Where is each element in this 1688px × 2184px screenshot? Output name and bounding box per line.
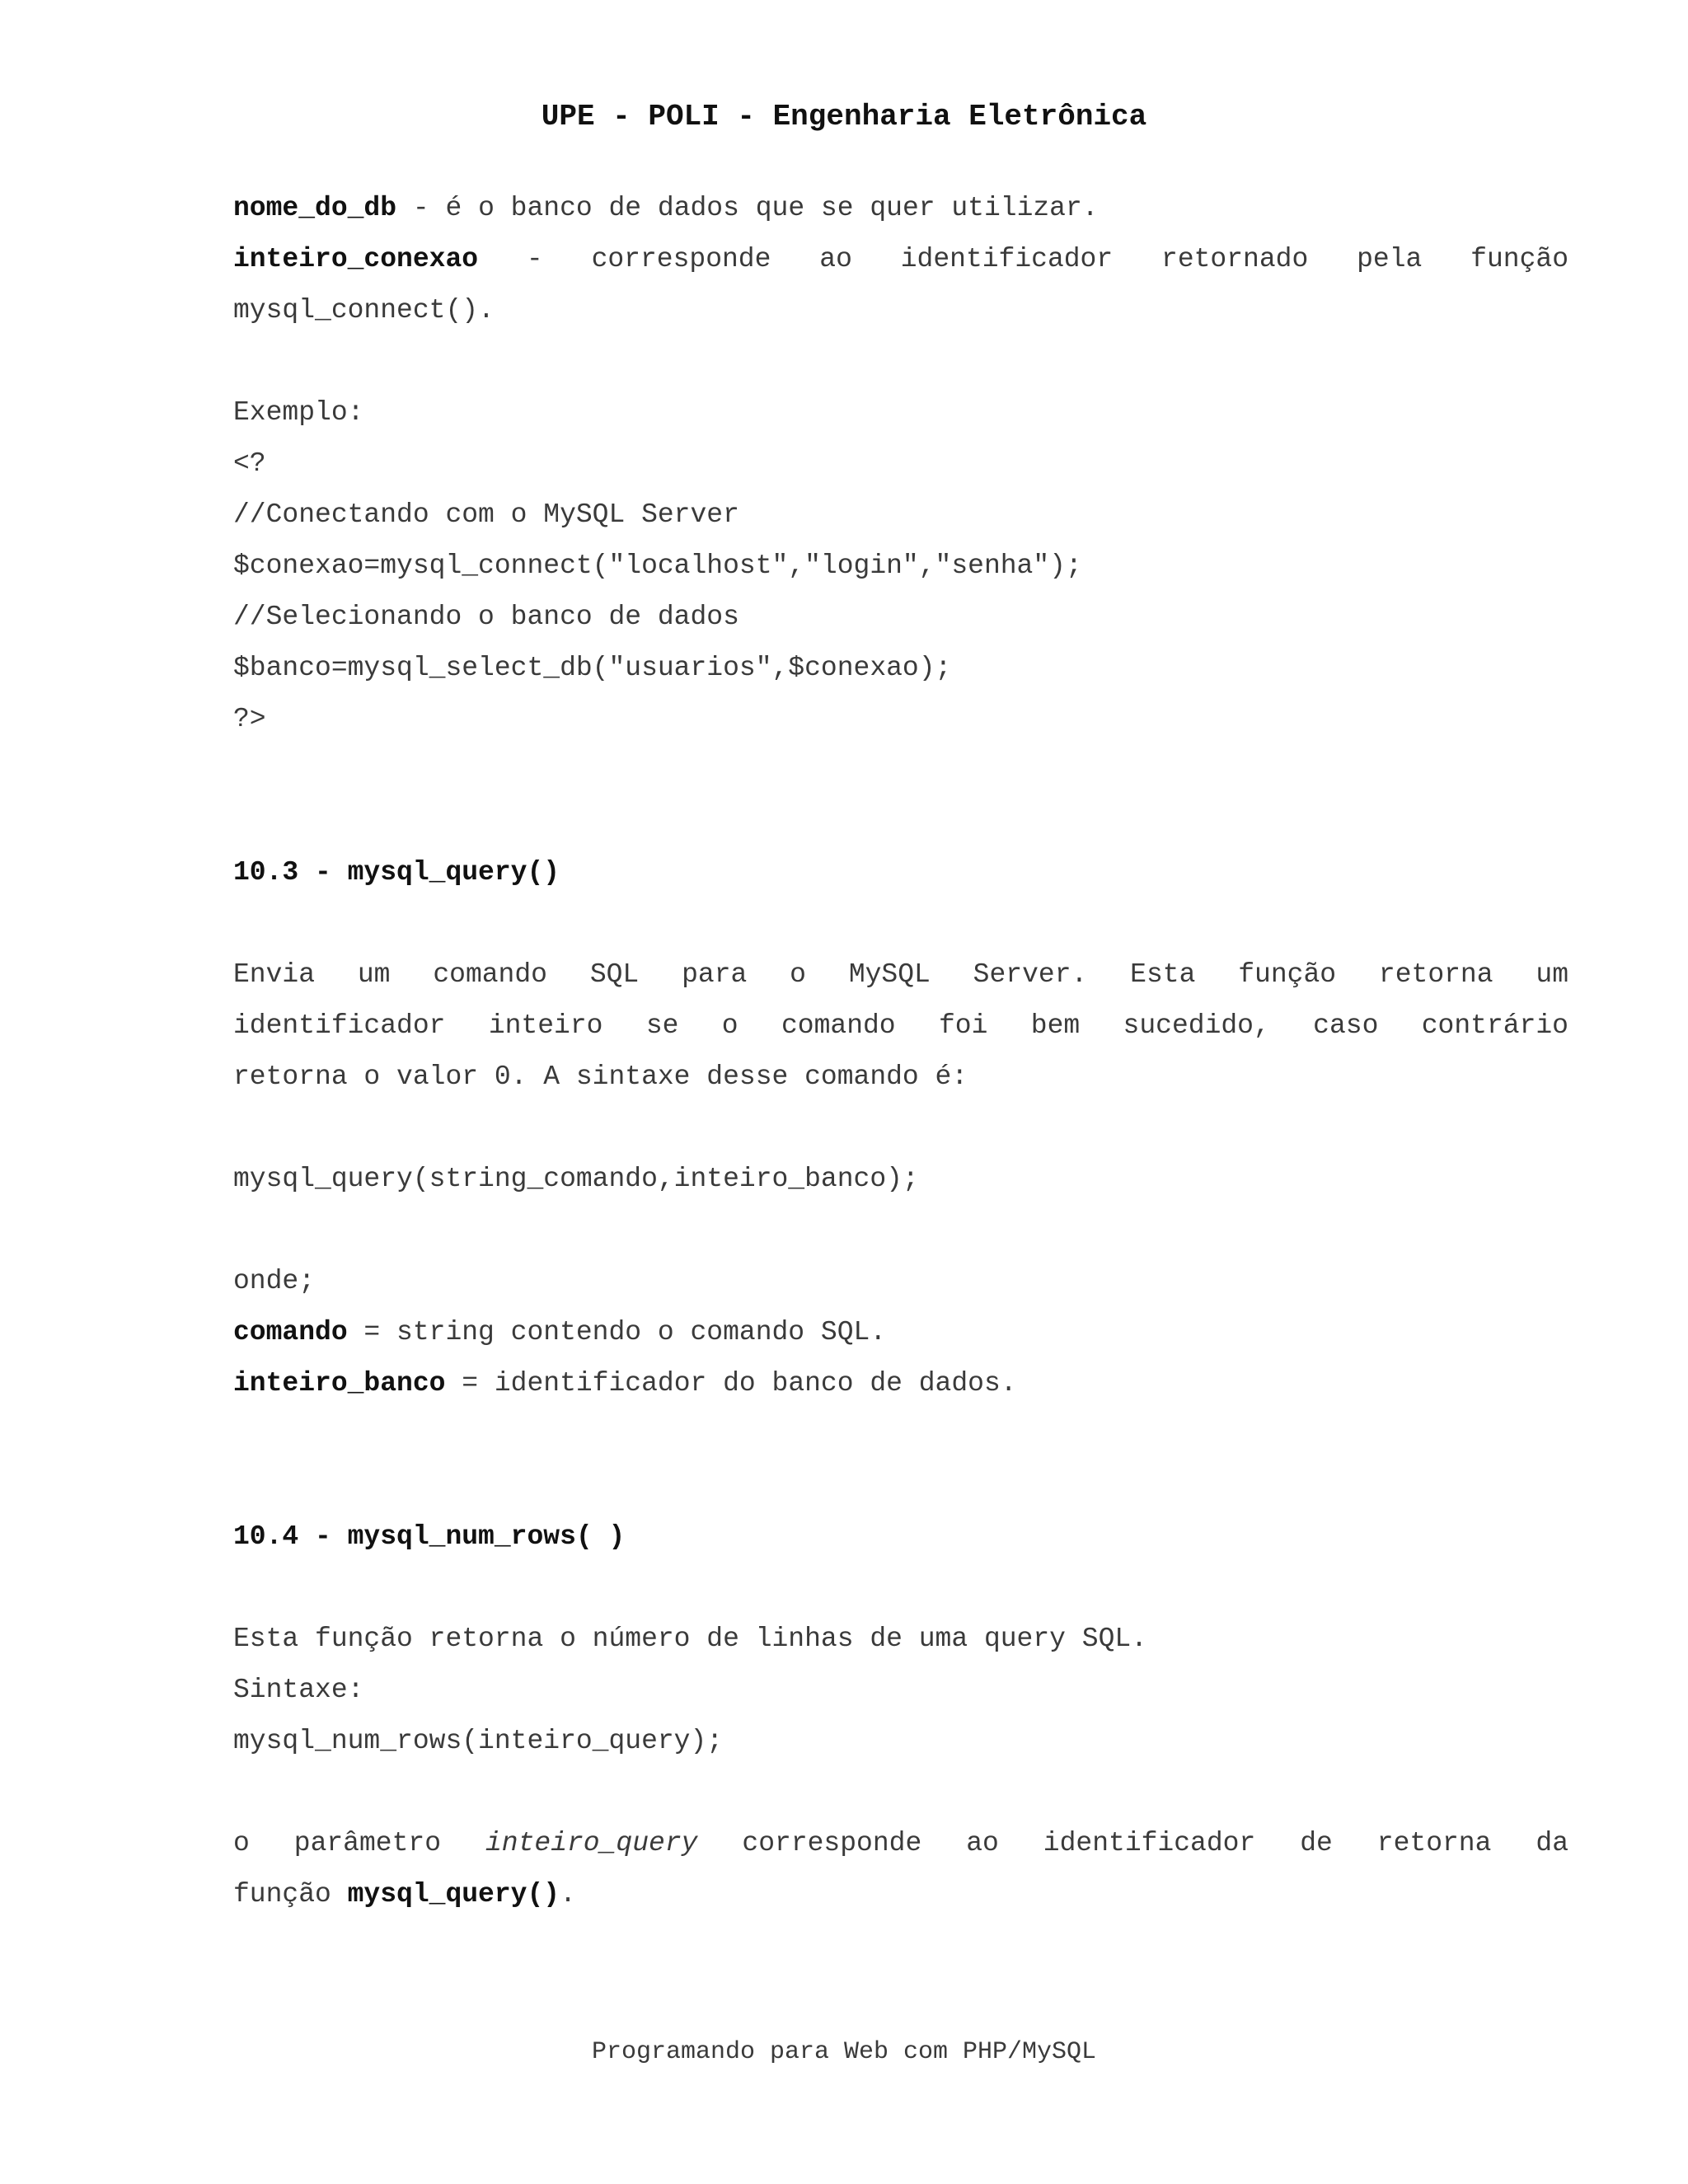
- section-heading-10-4: 10.4 - mysql_num_rows( ): [233, 1521, 626, 1552]
- param-prefix: função: [233, 1879, 348, 1910]
- param-prefix: o parâmetro: [233, 1828, 485, 1858]
- page-footer: Programando para Web com PHP/MySQL: [591, 2038, 1097, 2066]
- code-line: <?: [233, 448, 266, 479]
- param-term: comando: [233, 1317, 348, 1347]
- param-desc: = identificador do banco de dados.: [445, 1368, 1017, 1399]
- section-10-4-desc: Esta função retorna o número de linhas de uma query SQL.: [233, 1624, 1147, 1654]
- section-heading-10-3: 10.3 - mysql_query(): [233, 857, 560, 888]
- example-label: Exemplo:: [233, 397, 364, 428]
- param-comando: [233, 1307, 1568, 1358]
- function-name: mysql_query(): [347, 1879, 560, 1910]
- sintaxe-label: Sintaxe:: [233, 1675, 364, 1705]
- page-content: [233, 183, 1568, 1920]
- code-line: ?>: [233, 704, 266, 734]
- param-desc-continuation: mysql_connect().: [233, 295, 495, 326]
- param-term: inteiro_banco: [233, 1368, 446, 1399]
- page-header: UPE - POLI - Engenharia Eletrônica: [541, 100, 1147, 134]
- param-term: nome_do_db: [233, 193, 397, 223]
- param-desc: corresponde ao identificador de retorna da: [697, 1828, 1568, 1858]
- param-inteiro-query-continuation: [233, 1869, 1568, 1920]
- param-inteiro-banco: [233, 1358, 1568, 1409]
- param-desc: - é o banco de dados que se quer utilizar.: [396, 193, 1099, 223]
- param-term: inteiro_query: [485, 1828, 698, 1858]
- param-nome-do-db: [233, 183, 1568, 234]
- param-desc: - corresponde ao identificador retornado pela função: [478, 244, 1568, 274]
- section-10-3-desc-line: identificador inteiro se o comando foi bem sucedido, caso contrário: [233, 1010, 1568, 1041]
- syntax-mysql-query: mysql_query(string_comando,inteiro_banco);: [233, 1164, 919, 1194]
- code-line: $conexao=mysql_connect("localhost","login","senha");: [233, 551, 1082, 581]
- section-10-3-desc-line: Envia um comando SQL para o MySQL Server. Esta função retorna um: [233, 959, 1568, 990]
- code-line: $banco=mysql_select_db("usuarios",$conexao);: [233, 653, 952, 683]
- section-10-3-desc-line: retorna o valor 0. A sintaxe desse comando é:: [233, 1062, 968, 1092]
- param-term: inteiro_conexao: [233, 244, 479, 274]
- param-suffix: .: [560, 1879, 576, 1910]
- param-inteiro-query: [233, 1818, 1568, 1869]
- onde-label: onde;: [233, 1266, 316, 1296]
- code-line: //Conectando com o MySQL Server: [233, 499, 739, 530]
- syntax-mysql-num-rows: mysql_num_rows(inteiro_query);: [233, 1726, 724, 1756]
- param-desc: = string contendo o comando SQL.: [347, 1317, 887, 1347]
- code-line: //Selecionando o banco de dados: [233, 602, 739, 632]
- param-inteiro-conexao: [233, 234, 1568, 285]
